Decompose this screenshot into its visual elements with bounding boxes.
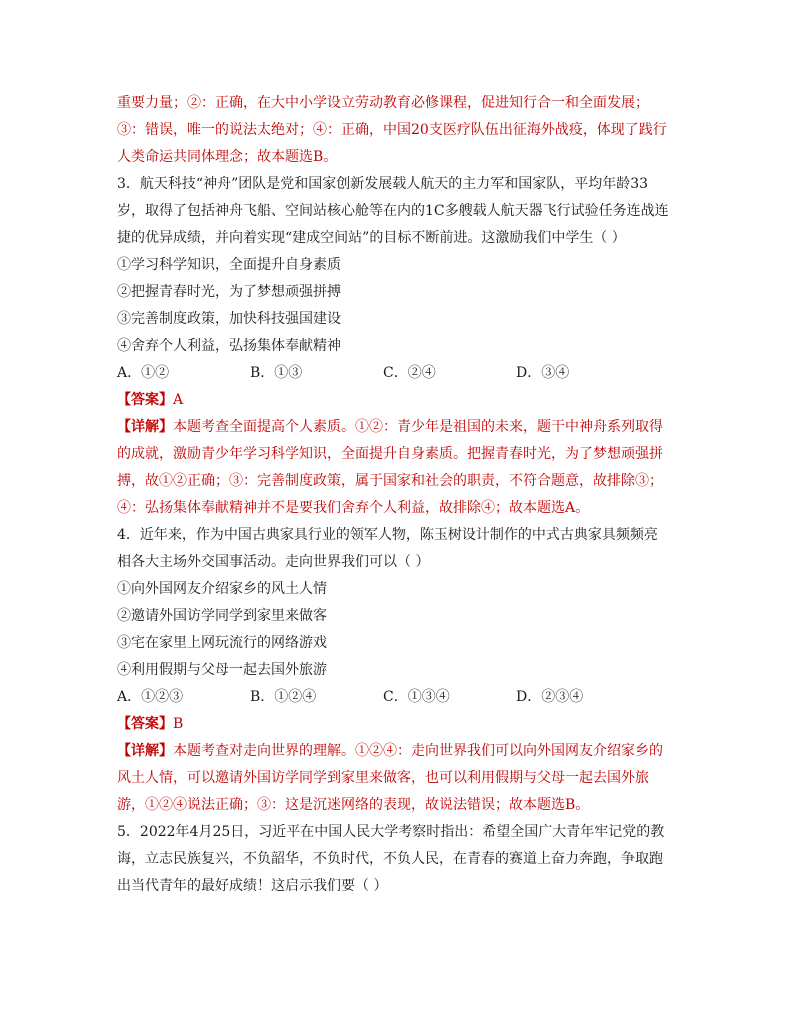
- option-a: A．①②: [117, 365, 170, 381]
- explain-tag: 【详解】: [117, 419, 173, 435]
- statement-item: ③完善制度政策，加快科技强国建设: [117, 311, 341, 327]
- answer-value: A: [173, 392, 184, 408]
- option-d: D．②③④: [516, 689, 584, 705]
- question-3-answer: [117, 387, 687, 414]
- option-c: C．②④: [383, 365, 436, 381]
- statement-item: ①向外国网友介绍家乡的风土人情: [117, 581, 327, 597]
- explanation-line: 的成就，激励青少年学习科学知识，全面提升自身素质。把握青春时光，为了梦想顽强拼: [117, 446, 663, 462]
- statement-item: ③宅在家里上网玩流行的网络游戏: [117, 635, 327, 651]
- question-4-explanation: [117, 738, 687, 765]
- explanation-line: 重要力量；②：正确，在大中小学设立劳动教育必修课程，促进知行合一和全面发展；: [117, 95, 649, 111]
- question-4-answer: [117, 711, 687, 738]
- statement-item: ②邀请外国访学同学到家里来做客: [117, 608, 327, 624]
- option-a: A．①②③: [117, 689, 184, 705]
- question-3-stem: 捷的优异成绩，并向着实现“建成空间站”的目标不断前进。这激励我们中学生（ ）: [117, 230, 626, 246]
- statement-item: ④舍弃个人利益，弘扬集体奉献精神: [117, 338, 341, 354]
- question-5-stem: 诲，立志民族复兴，不负韶华，不负时代，不负人民，在青春的赛道上奋力奔跑，争取跑: [117, 851, 663, 867]
- explanation-line: 游，①②④说法正确；③：这是沉迷网络的表现，故说法错误；故本题选B。: [117, 797, 590, 813]
- answer-tag: 【答案】: [117, 716, 173, 732]
- statement-item: ④利用假期与父母一起去国外旅游: [117, 662, 327, 678]
- explanation-text: 本题考查全面提高个人素质。①②：青少年是祖国的未来，题干中神舟系列取得: [173, 419, 663, 435]
- answer-value: B: [173, 716, 184, 732]
- statement-item: ①学习科学知识，全面提升自身素质: [117, 257, 341, 273]
- option-c: C．①③④: [383, 689, 450, 705]
- statement-item: ②把握青春时光，为了梦想顽强拼搏: [117, 284, 341, 300]
- option-d: D．③④: [516, 365, 570, 381]
- explanation-line: 风土人情，可以邀请外国访学同学到家里来做客，也可以利用假期与父母一起去国外旅: [117, 770, 649, 786]
- question-5-stem: 5．2022年4月25日，习近平在中国人民大学考察时指出：希望全国广大青年牢记党的教: [117, 824, 665, 840]
- question-4-stem: 相各大主场外交国事活动。走向世界我们可以（ ）: [117, 554, 430, 570]
- question-4-options: [117, 684, 687, 711]
- explanation-line: 搏，故①②正确；③：完善制度政策，属于国家和社会的职责，不符合题意，故排除③；: [117, 473, 663, 489]
- explanation-line: 人类命运共同体理念；故本题选B。: [117, 149, 338, 165]
- option-b: B．①②④: [250, 689, 317, 705]
- answer-tag: 【答案】: [117, 392, 173, 408]
- question-3-stem: 岁，取得了包括神舟飞船、空间站核心舱等在内的1C多艘载人航天器飞行试验任务连战连: [117, 203, 669, 219]
- page-content: [117, 90, 687, 900]
- explanation-text: 本题考查对走向世界的理解。①②④：走向世界我们可以向外国网友介绍家乡的: [173, 743, 663, 759]
- question-3-stem: 3．航天科技“神舟”团队是党和国家创新发展载人航天的主力军和国家队，平均年龄33: [117, 176, 649, 192]
- explanation-line: ③：错误，唯一的说法太绝对；④：正确，中国20支医疗队伍出征海外战疫，体现了践行: [117, 122, 667, 138]
- question-3-explanation: [117, 414, 687, 441]
- explain-tag: 【详解】: [117, 743, 173, 759]
- option-b: B．①③: [250, 365, 303, 381]
- explanation-line: ④：弘扬集体奉献精神并不是要我们舍弃个人利益，故排除④；故本题选A。: [117, 500, 590, 516]
- question-3-options: [117, 360, 687, 387]
- question-5-stem: 出当代青年的最好成绩！这启示我们要（ ）: [117, 878, 388, 894]
- question-4-stem: 4．近年来，作为中国古典家具行业的领军人物，陈玉树设计制作的中式古典家具频频亮: [117, 527, 658, 543]
